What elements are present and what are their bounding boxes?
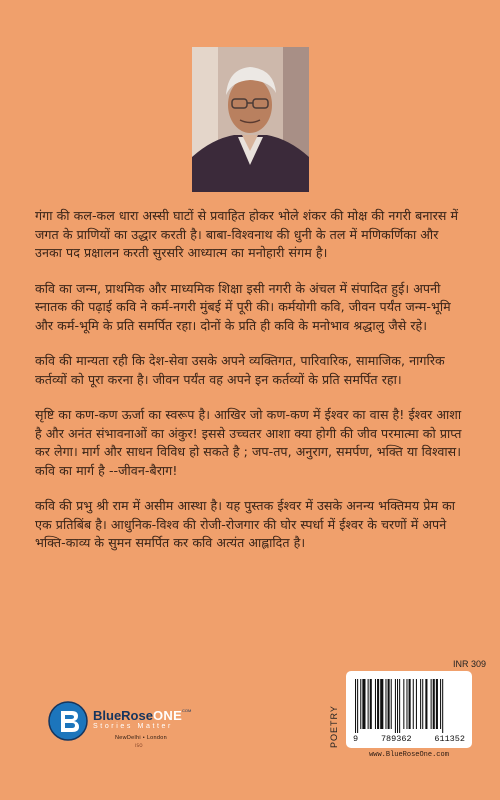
publisher-name (93, 708, 191, 723)
iso-mark: ISO (135, 743, 143, 748)
publisher-name-main: BlueRose (93, 708, 153, 723)
publisher-trademark: COM (182, 708, 192, 713)
isbn-number (353, 734, 465, 744)
back-cover-text (35, 207, 467, 570)
isbn-digit-group: 789362 (380, 734, 412, 744)
publisher-tagline: Stories Matter (93, 723, 173, 730)
bluerose-logo-icon (48, 701, 88, 741)
isbn-barcode (346, 671, 472, 748)
paragraph-devotion: कवि की प्रभु श्री राम में असीम आस्था है। यह पुस्तक ईश्वर में उसके अनन्य भक्तिमय प्रेम का एक प्रतिबिंब है। आधुनिक-विश्व की रोजी-रोजगार की घोर स्पर्धा में ईश्वर के चरणों में अपने भक्ति-काव्य के सुमन समर्पित कर कवि अत्यंत आह्लादित है। (35, 498, 456, 550)
publisher-locations: NewDelhi • London (115, 735, 167, 741)
author-photo (192, 47, 309, 192)
paragraph-ganga: गंगा की कल-कल धारा अस्सी घाटों से प्रवाहित होकर भोले शंकर की मोक्ष की नगरी बनारस में जगत के प्राणियों का उद्धार करती है। बाबा-विश्वनाथ की धुनी के तल में मणिकर्णिका और उनका पद प्रक्षालन करती सुरसरि आध्यात्म का मनोहारी संगम है। (35, 208, 459, 260)
price-label: INR 309 (453, 659, 487, 669)
paragraph-birth: कवि का जन्म, प्राथमिक और माध्यमिक शिक्षा इसी नगरी के अंचल में संपादित हुई। अपनी स्नातक की पढ़ाई कवि ने कर्म-नगरी मुंबई में पूरी की। कर्मयोगी कवि, जीवन पर्यंत जन्म-भूमि और कर्म-भूमि के प्रति समर्पित रहा। दोनों के प्रति ही कवि के मनोभाव श्रद्धालु जैसे रहे। (35, 280, 451, 333)
isbn-digit-group: 9 (353, 734, 359, 744)
isbn-digit-group: 611352 (434, 734, 465, 744)
publisher-name-suffix: ONE (152, 708, 183, 723)
genre-label: POETRY (329, 705, 339, 749)
paragraph-belief: कवि की मान्यता रही कि देश-सेवा उसके अपने व्यक्तिगत, पारिवारिक, सामाजिक, नागरिक कर्तव्यों को पूरा करना है। जीवन पर्यंत वह अपने इन कर्तव्यों के प्रति समर्पित रहा। (35, 353, 445, 387)
paragraph-creation: सृष्टि का कण-कण ऊर्जा का स्वरूप है। आखिर जो कण-कण में ईश्वर का वास है! ईश्वर आशा है और अनंत संभावनाओं का अंकुर! इससे उच्चतर आशा क्या होगी की जीव परमात्मा को प्राप्त कर लेगा। मार्ग और साधन विविध हो सकते है ; जप-तप, अनुराग, समर्पण, भक्ति या विश्वास। कवि का मार्ग है --जीवन-बैराग! (35, 407, 462, 478)
barcode-icon (353, 679, 465, 733)
publisher-website: www.BlueRoseOne.com (369, 751, 449, 759)
